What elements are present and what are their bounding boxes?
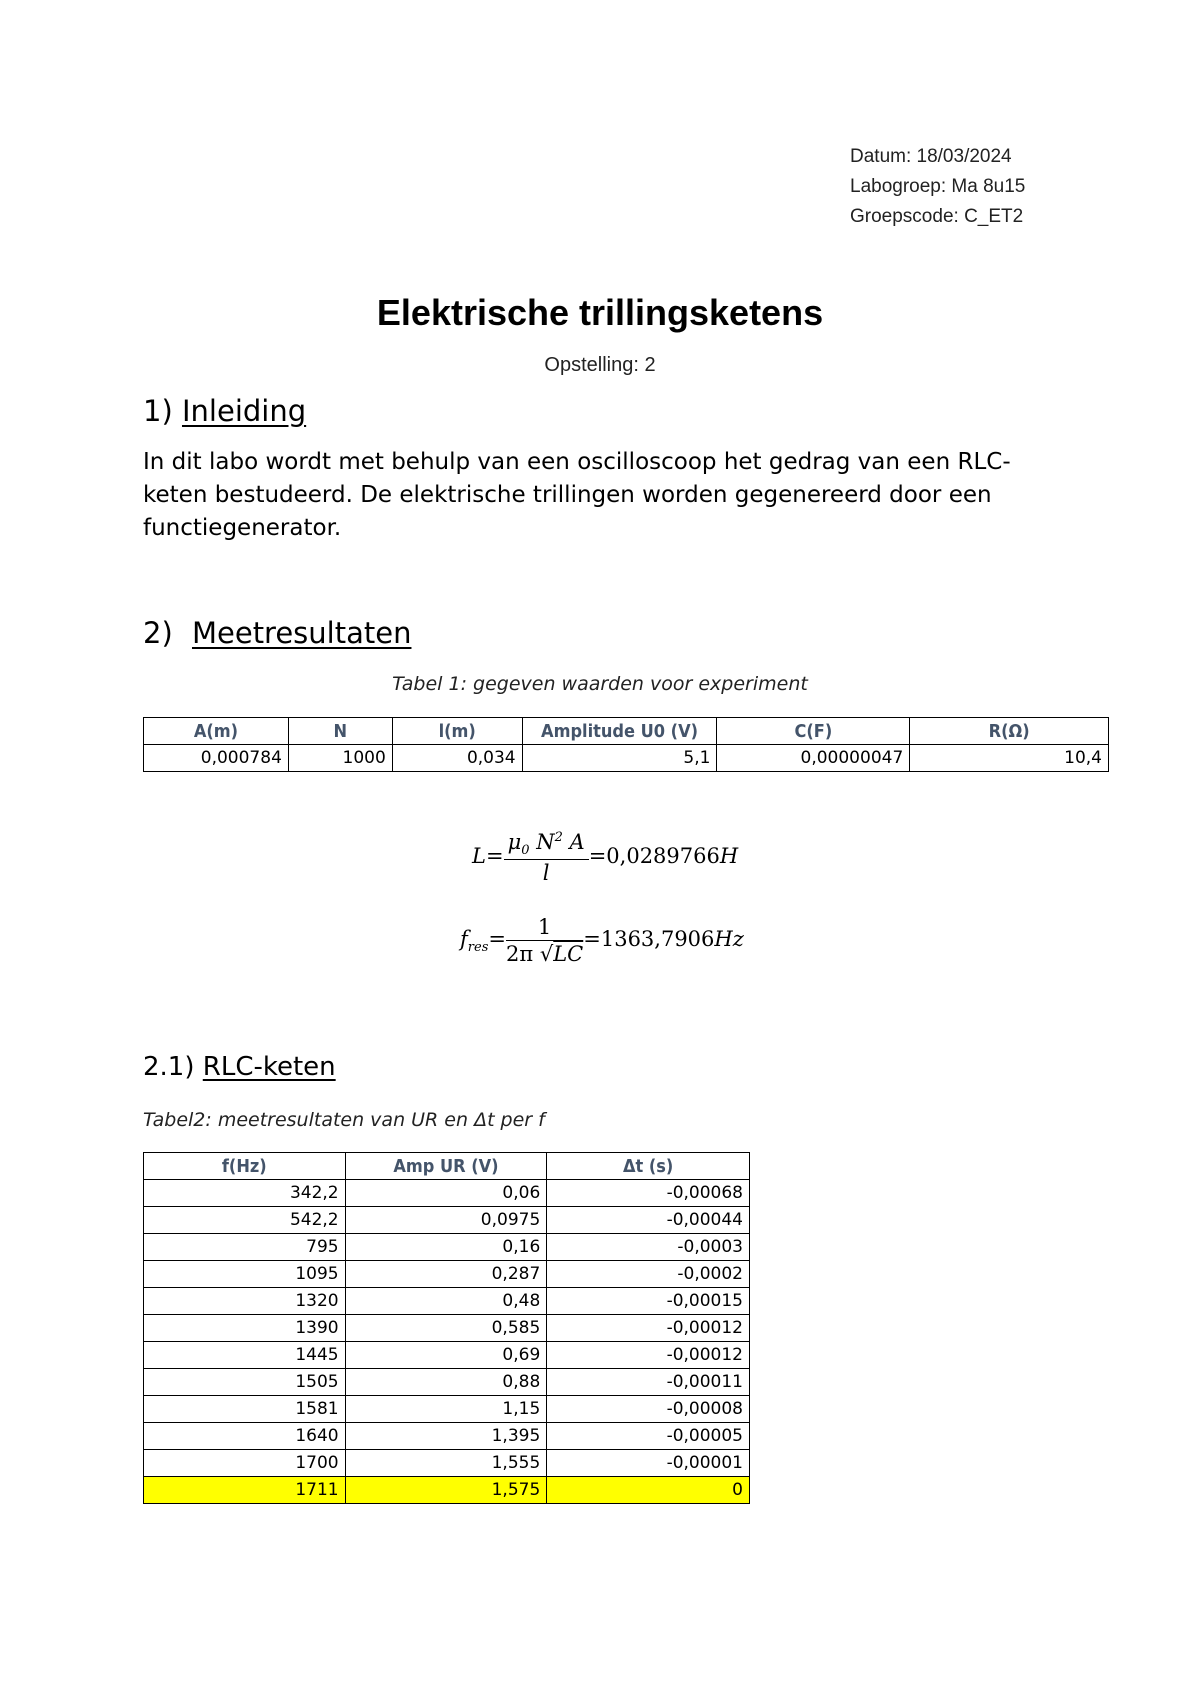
column-header: R(Ω) bbox=[910, 718, 1109, 745]
table-row bbox=[144, 745, 1109, 772]
table-cell: -0,0003 bbox=[547, 1234, 750, 1261]
table-row bbox=[144, 1342, 750, 1369]
table-cell: 0,88 bbox=[345, 1369, 547, 1396]
formula-fraction bbox=[506, 915, 583, 966]
table-cell: 10,4 bbox=[910, 745, 1109, 772]
mu-subscript: 0 bbox=[521, 843, 530, 859]
column-header: A(m) bbox=[144, 718, 289, 745]
page-title: Elektrische trillingsketens bbox=[376, 292, 824, 333]
highlighted-table-row bbox=[144, 1477, 750, 1504]
n-symbol: N bbox=[536, 830, 555, 854]
table-row bbox=[144, 1315, 750, 1342]
inductance-formula: L= $\frac{\mu_0 N^2 A}{l}$ =0,0289766H bbox=[472, 830, 739, 886]
column-header: Amplitude U0 (V) bbox=[522, 718, 717, 745]
formula-lhs-subscript: res bbox=[467, 940, 489, 956]
table-row bbox=[144, 1396, 750, 1423]
formula-result: =0,0289766 bbox=[588, 844, 720, 869]
section-heading-inleiding bbox=[143, 394, 306, 428]
measurement-table bbox=[143, 1152, 750, 1504]
table-cell: -0,00068 bbox=[547, 1180, 750, 1207]
section-heading-meetresultaten bbox=[143, 616, 411, 650]
table-cell: 0,034 bbox=[392, 745, 522, 772]
formula-lhs: L bbox=[472, 844, 486, 869]
sqrt-icon: √ bbox=[539, 942, 554, 966]
table-cell: 0,06 bbox=[345, 1180, 547, 1207]
group-code-text: Groepscode: C_ET2 bbox=[850, 206, 1024, 227]
column-header: C(F) bbox=[717, 718, 910, 745]
lab-group-text: Labogroep: Ma 8u15 bbox=[850, 176, 1026, 197]
section-heading-rlc-keten bbox=[143, 1052, 336, 1082]
table-row bbox=[144, 1423, 750, 1450]
section-title: RLC-keten bbox=[202, 1052, 336, 1082]
column-header: l(m) bbox=[392, 718, 522, 745]
two-pi: 2π bbox=[505, 942, 534, 966]
table1-caption: Tabel 1: gegeven waarden voor experiment bbox=[392, 673, 808, 695]
table-cell: 1095 bbox=[144, 1261, 346, 1288]
section-title: Inleiding bbox=[181, 394, 307, 428]
formula-denominator: l bbox=[542, 861, 550, 886]
date-text: Datum: 18/03/2024 bbox=[850, 146, 1012, 167]
table-cell: 0,16 bbox=[345, 1234, 547, 1261]
a-symbol: A bbox=[569, 830, 585, 854]
table-row bbox=[144, 1180, 750, 1207]
formula-unit: Hz bbox=[714, 927, 744, 951]
given-values-table bbox=[143, 717, 1109, 772]
table-cell: 342,2 bbox=[144, 1180, 346, 1207]
table-cell: 1581 bbox=[144, 1396, 346, 1423]
resonance-frequency-formula: $f_{res}=$ $\frac{1}{2\pi √LC}$ =1363,7906Hz bbox=[460, 915, 744, 966]
table-cell: 0,287 bbox=[345, 1261, 547, 1288]
table-cell: 1445 bbox=[144, 1342, 346, 1369]
table-cell: -0,00012 bbox=[547, 1342, 750, 1369]
table-cell: -0,00011 bbox=[547, 1369, 750, 1396]
table2-caption: Tabel2: meetresultaten van UR en Δt per f bbox=[143, 1109, 545, 1131]
table-cell: 795 bbox=[144, 1234, 346, 1261]
table-cell: 0,69 bbox=[345, 1342, 547, 1369]
table-row bbox=[144, 1288, 750, 1315]
table-cell: 1640 bbox=[144, 1423, 346, 1450]
table-cell: -0,0002 bbox=[547, 1261, 750, 1288]
table-cell: 1,15 bbox=[345, 1396, 547, 1423]
n-superscript: 2 bbox=[554, 830, 563, 845]
formula-fraction bbox=[504, 830, 589, 885]
table-cell: -0,00012 bbox=[547, 1315, 750, 1342]
table-cell: 1390 bbox=[144, 1315, 346, 1342]
table-cell: -0,00015 bbox=[547, 1288, 750, 1315]
table-cell: 1,395 bbox=[345, 1423, 547, 1450]
section-title: Meetresultaten bbox=[191, 616, 412, 650]
table-cell: 1320 bbox=[144, 1288, 346, 1315]
table-cell: 1700 bbox=[144, 1450, 346, 1477]
table-row bbox=[144, 1207, 750, 1234]
mu-symbol: μ bbox=[507, 830, 522, 854]
table-cell: 0,585 bbox=[345, 1315, 547, 1342]
table-cell: -0,00044 bbox=[547, 1207, 750, 1234]
header-meta bbox=[850, 142, 1025, 232]
table-cell: 0,00000047 bbox=[717, 745, 910, 772]
table-row bbox=[144, 1369, 750, 1396]
column-header: Δt (s) bbox=[547, 1153, 750, 1180]
table-cell: 1,575 bbox=[345, 1477, 547, 1504]
table-header-row bbox=[144, 1153, 750, 1180]
column-header: f(Hz) bbox=[144, 1153, 346, 1180]
intro-paragraph: In dit labo wordt met behulp van een oscilloscoop het gedrag van een RLC-keten bestudeerd. De elektrische trillingen worden gegenereerd door een functiegenerator. bbox=[143, 449, 1011, 541]
table-cell: -0,00005 bbox=[547, 1423, 750, 1450]
formula-numerator: 1 bbox=[506, 915, 583, 941]
table-cell: 0,0975 bbox=[345, 1207, 547, 1234]
table-cell: 1711 bbox=[144, 1477, 346, 1504]
table-cell: 1505 bbox=[144, 1369, 346, 1396]
table-cell: 1,555 bbox=[345, 1450, 547, 1477]
table-cell: 542,2 bbox=[144, 1207, 346, 1234]
table-row bbox=[144, 1261, 750, 1288]
table-cell: 1000 bbox=[288, 745, 392, 772]
table-cell: 5,1 bbox=[522, 745, 717, 772]
lc-term: LC bbox=[553, 942, 584, 966]
section-number: 2) bbox=[143, 616, 173, 650]
table-cell: 0,000784 bbox=[144, 745, 289, 772]
formula-result: =1363,7906 bbox=[583, 927, 715, 951]
table-cell: -0,00001 bbox=[547, 1450, 750, 1477]
table-cell: 0 bbox=[547, 1477, 750, 1504]
table-row bbox=[144, 1450, 750, 1477]
formula-lhs: f bbox=[460, 927, 468, 951]
column-header: N bbox=[288, 718, 392, 745]
page-subtitle: Opstelling: 2 bbox=[544, 354, 656, 376]
formula-unit: H bbox=[719, 844, 739, 869]
table-header-row bbox=[144, 718, 1109, 745]
table-row bbox=[144, 1234, 750, 1261]
table-cell: -0,00008 bbox=[547, 1396, 750, 1423]
column-header: Amp UR (V) bbox=[345, 1153, 547, 1180]
table-cell: 0,48 bbox=[345, 1288, 547, 1315]
section-number: 2.1) bbox=[143, 1052, 195, 1082]
section-number: 1) bbox=[143, 394, 173, 428]
